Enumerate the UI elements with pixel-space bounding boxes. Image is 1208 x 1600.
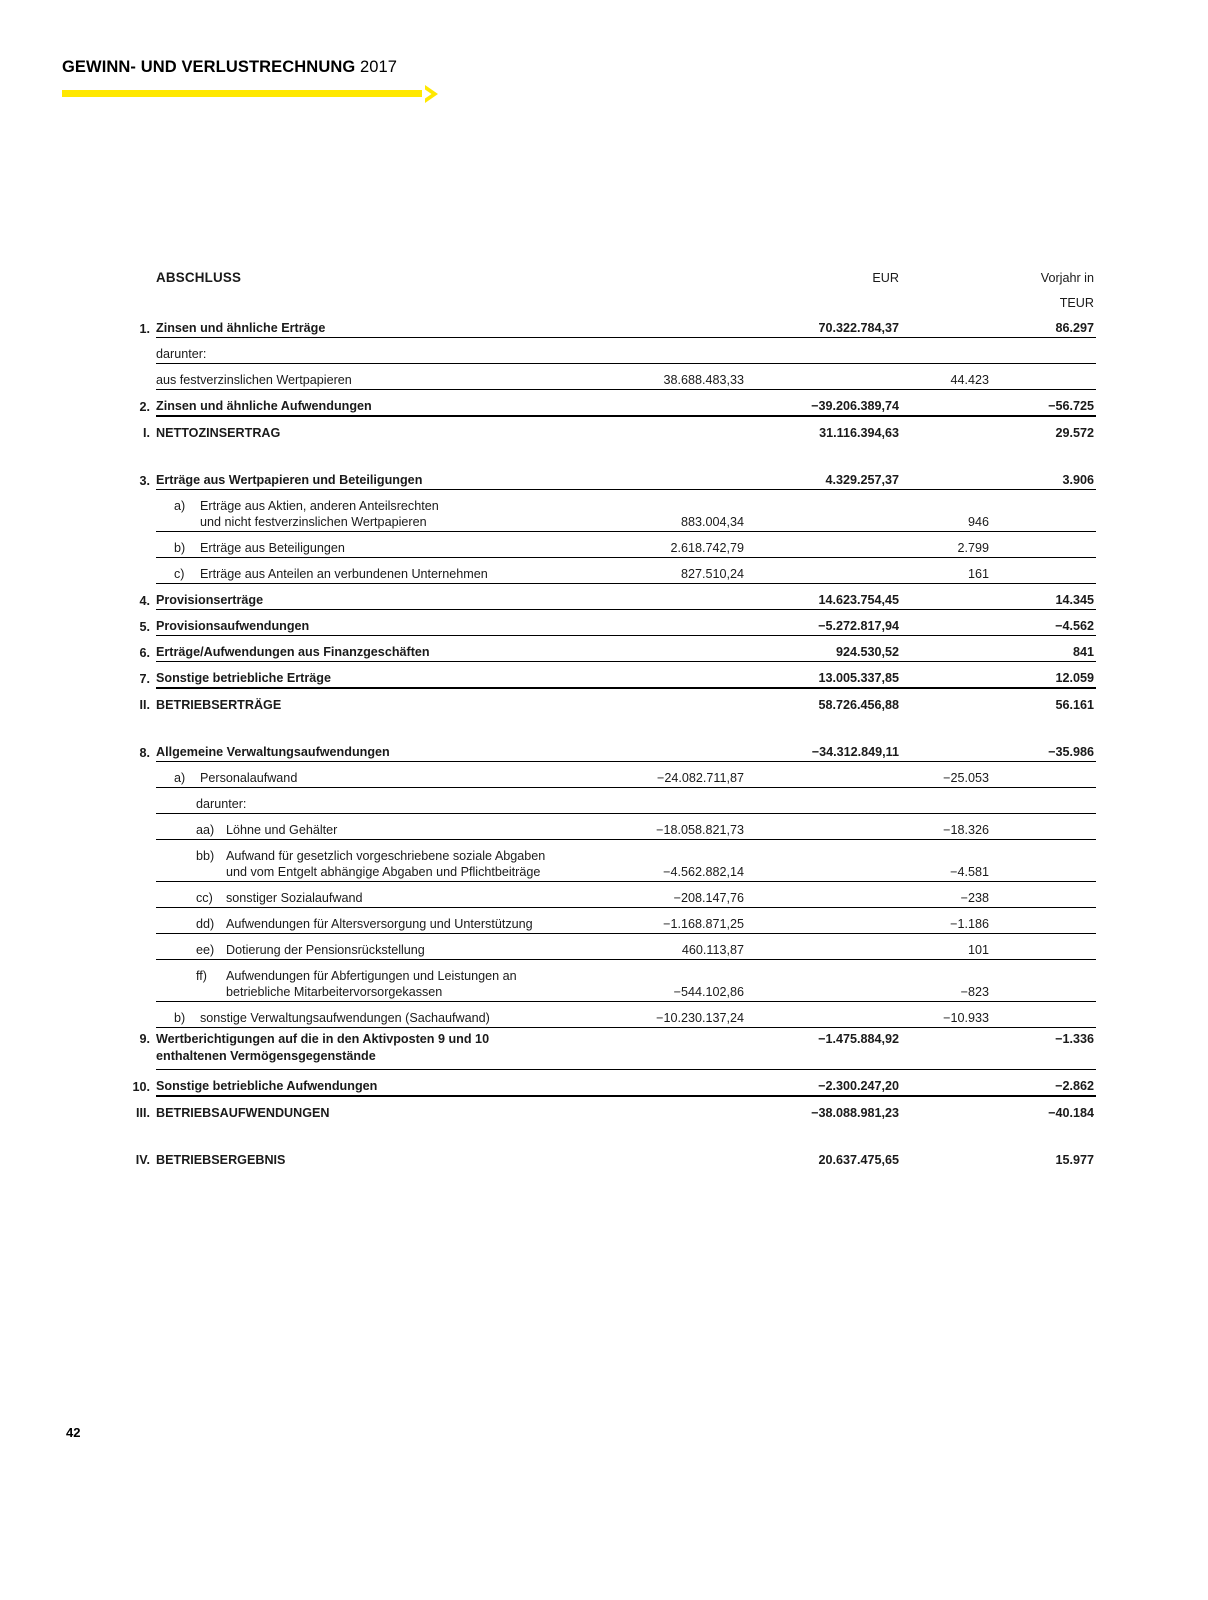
row-label-text: Erträge aus Beteiligungen [200,541,345,556]
table-row [130,908,1096,934]
table-row-subtotal [130,1096,1096,1122]
table-row [130,882,1096,908]
row-value-prev [991,908,1096,934]
row-value-col3 [901,1028,991,1070]
row-value-eur: −39.206.389,74 [746,390,901,417]
row-number [130,908,156,934]
row-label [156,814,596,840]
row-value-eur [746,908,901,934]
row-value-col3 [901,1070,991,1097]
row-value-prev [991,558,1096,584]
row-sub-marker: b) [174,1011,186,1026]
row-number: 5. [139,619,150,634]
row-number [130,490,156,532]
row-value-eur: 4.329.257,37 [746,464,901,490]
row-value-eur: −38.088.981,23 [811,1106,899,1121]
row-value-col1 [596,584,746,610]
row-value-prev: −4.562 [991,610,1096,636]
row-value-col1: 38.688.483,33 [596,364,746,390]
row-value-prev [991,1002,1096,1028]
row-value-col3 [901,662,991,689]
table-row [130,788,1096,814]
header2-col1-spacer [596,287,746,312]
row-label-line1: Aufwendungen für Abfertigungen und Leistungen an [226,968,517,983]
row-number: 7. [139,672,150,687]
row-value-col1 [596,312,746,338]
row-value-col3: 44.423 [901,364,991,390]
header-num-spacer [130,262,156,287]
row-number [130,788,156,814]
row-label [156,1028,596,1070]
row-number: 4. [139,593,150,608]
table-row [130,390,1096,417]
row-value-prev: 841 [991,636,1096,662]
row-label-text: Löhne und Gehälter [226,823,338,838]
gap-num [130,1122,156,1144]
table-row [130,1070,1096,1097]
gap-v3 [901,1122,991,1144]
row-value-prev: −35.986 [991,736,1096,762]
row-value-col1 [596,736,746,762]
header-col1-spacer [596,262,746,287]
row-value-col1 [596,1144,746,1169]
row-label-line2: betriebliche Mitarbeitervorsorgekassen [226,985,443,1000]
row-value-eur: 13.005.337,85 [746,662,901,689]
row-sub-marker: b) [174,541,186,556]
row-sub-marker: c) [174,567,185,582]
row-number [130,840,156,882]
row-sub-marker: cc) [196,891,213,906]
row-value-col3 [901,390,991,417]
row-value-col3: −1.186 [901,908,991,934]
row-value-prev: −2.862 [991,1070,1096,1097]
table-row-total [130,1144,1096,1169]
header2-label-spacer [156,287,596,312]
row-sub-marker: ff) [196,968,207,983]
row-label [156,558,596,584]
row-value-eur: −2.300.247,20 [746,1070,901,1097]
row-number: 10. [132,1080,150,1095]
row-value-prev [991,762,1096,788]
table-row [130,584,1096,610]
row-value-prev: 12.059 [991,662,1096,689]
row-value-prev [991,840,1096,882]
row-label: Zinsen und ähnliche Aufwendungen [156,390,596,417]
table-row [130,1028,1096,1070]
table-row [130,558,1096,584]
row-value-prev [991,490,1096,532]
row-value-col3: 2.799 [901,532,991,558]
row-value-eur: −1.475.884,92 [746,1028,901,1070]
row-value-col3 [901,1096,991,1122]
row-label: darunter: [156,338,596,364]
row-label: Allgemeine Verwaltungsaufwendungen [156,736,596,762]
row-sub-marker: a) [174,771,186,786]
row-label-text: Erträge aus Anteilen an verbundenen Unternehmen [200,567,488,582]
row-number [130,814,156,840]
row-value-col1: 460.113,87 [596,934,746,960]
page-title-year: 2017 [359,58,398,76]
row-value-col3 [901,464,991,490]
table-row [130,1002,1096,1028]
row-number: III. [136,1106,150,1121]
row-value-eur: 58.726.456,88 [818,698,899,713]
row-label-text: darunter: [196,797,247,812]
row-value-col3: −238 [901,882,991,908]
row-label-line2: enthaltenen Vermögensgegenstände [156,1048,376,1063]
row-label-text: sonstiger Sozialaufwand [226,891,363,906]
row-value-prev [991,788,1096,814]
row-label [156,788,596,814]
row-value-col1 [596,1096,746,1122]
row-label [156,532,596,558]
row-value-col1: −4.562.882,14 [596,840,746,882]
row-sub-marker: dd) [196,917,215,932]
section-gap [130,714,1096,736]
table-row [130,464,1096,490]
row-value-prev [991,338,1096,364]
row-label [156,490,596,532]
row-value-col1: 827.510,24 [596,558,746,584]
table-row [130,662,1096,689]
row-label: Sonstige betriebliche Aufwendungen [156,1070,596,1097]
row-label: BETRIEBSAUFWENDUNGEN [156,1106,330,1121]
header2-num-spacer [130,287,156,312]
row-value-col3: −4.581 [901,840,991,882]
row-label [156,960,596,1002]
table-row-subtotal [130,416,1096,442]
table-row [130,840,1096,882]
row-number [130,1002,156,1028]
row-value-col1: −1.168.871,25 [596,908,746,934]
row-value-col3: 101 [901,934,991,960]
row-number: 8. [139,745,150,760]
row-number [130,762,156,788]
row-label-text: Aufwendungen für Altersversorgung und Unterstützung [226,917,533,932]
table-row [130,338,1096,364]
row-label-line1: Wertberichtigungen auf die in den Aktivposten 9 und 10 [156,1032,490,1046]
row-value-prev: 15.977 [1055,1153,1094,1168]
row-number [130,882,156,908]
page-title-main: GEWINN- UND VERLUSTRECHNUNG [62,58,356,76]
gap-v1 [596,1122,746,1144]
row-value-col1: −24.082.711,87 [596,762,746,788]
table-row [130,636,1096,662]
row-value-col3 [901,788,991,814]
row-value-col1 [596,662,746,689]
row-value-col3: 161 [901,558,991,584]
row-value-prev [991,532,1096,558]
row-value-col3: −25.053 [901,762,991,788]
row-value-col3: −10.933 [901,1002,991,1028]
row-number [130,364,156,390]
row-value-col1 [596,688,746,714]
row-value-col1: 2.618.742,79 [596,532,746,558]
table-row [130,364,1096,390]
row-value-prev: −1.336 [991,1028,1096,1070]
column-header-eur: EUR [872,271,899,286]
row-value-eur: −34.312.849,11 [746,736,901,762]
row-label [156,882,596,908]
row-number: 6. [139,645,150,660]
row-label: Provisionserträge [156,584,596,610]
row-value-prev: 3.906 [991,464,1096,490]
row-value-col1 [596,610,746,636]
row-value-col1 [596,464,746,490]
row-value-col1 [596,1028,746,1070]
row-value-col1: −544.102,86 [596,960,746,1002]
row-value-eur: 31.116.394,63 [819,426,899,441]
gap-v2 [746,1122,901,1144]
row-value-col1 [596,788,746,814]
column-header-prev-line2: TEUR [1059,296,1094,311]
row-value-col3 [901,636,991,662]
row-value-col3 [901,416,991,442]
row-sub-marker: a) [174,498,186,513]
table-row [130,490,1096,532]
table-header-row [130,262,1096,287]
row-value-prev [991,814,1096,840]
row-value-col1 [596,390,746,417]
row-label [156,908,596,934]
row-value-eur [746,338,901,364]
row-label: BETRIEBSERGEBNIS [156,1153,286,1168]
header-accent-rule [62,90,422,97]
row-value-col3: −18.326 [901,814,991,840]
table-row [130,610,1096,636]
row-label-line2: und vom Entgelt abhängige Abgaben und Pflichtbeiträge [226,865,541,880]
row-number: 1. [139,321,150,336]
row-value-eur [746,558,901,584]
row-label-line1: Aufwand für gesetzlich vorgeschriebene soziale Abgaben [226,848,546,863]
row-label: Erträge aus Wertpapieren und Beteiligungen [156,464,596,490]
row-value-eur [746,532,901,558]
row-label [156,934,596,960]
row-value-eur: −5.272.817,94 [746,610,901,636]
statement-body [130,262,1096,1169]
gap-label [156,1122,596,1144]
row-label-line2: und nicht festverzinslichen Wertpapieren [200,515,427,530]
row-number [130,558,156,584]
row-value-eur [746,762,901,788]
row-sub-marker: aa) [196,823,215,838]
row-label-text: sonstige Verwaltungsaufwendungen (Sachaufwand) [200,1011,490,1026]
row-number: I. [143,426,150,441]
row-value-prev: 29.572 [1055,426,1094,441]
row-label-text: Personalaufwand [200,771,298,786]
row-value-eur: 70.322.784,37 [746,312,901,338]
row-value-prev: 56.161 [1055,698,1094,713]
row-value-col3 [901,610,991,636]
table-row [130,312,1096,338]
row-value-prev: 14.345 [991,584,1096,610]
row-number: 2. [139,400,150,415]
row-value-prev [991,960,1096,1002]
row-value-col1 [596,1070,746,1097]
row-label [156,1002,596,1028]
row-value-col3 [901,338,991,364]
row-label: BETRIEBSERTRÄGE [156,698,282,713]
section-gap-ruled [130,1122,1096,1144]
table-row [130,736,1096,762]
row-value-eur [746,840,901,882]
row-value-eur [746,934,901,960]
row-value-col1 [596,416,746,442]
table-row [130,762,1096,788]
row-label [156,840,596,882]
section-gap [130,442,1096,464]
row-value-prev [991,934,1096,960]
table-row [130,960,1096,1002]
row-value-col3 [901,312,991,338]
row-value-col1 [596,338,746,364]
row-value-eur [746,814,901,840]
row-value-col3: −823 [901,960,991,1002]
page-header [62,58,482,102]
row-label-line1: Erträge aus Aktien, anderen Anteilsrechten [200,498,439,513]
row-sub-marker: bb) [196,848,215,863]
page-title [62,58,482,77]
row-value-eur: 14.623.754,45 [746,584,901,610]
row-value-prev: −56.725 [991,390,1096,417]
header2-col3-spacer [901,287,991,312]
row-value-prev: −40.184 [1048,1106,1094,1121]
row-label [156,762,596,788]
row-value-eur [746,490,901,532]
table-row [130,532,1096,558]
page-number: 42 [66,1425,81,1440]
row-value-col1: 883.004,34 [596,490,746,532]
row-number: 9. [139,1031,150,1046]
row-value-col3 [901,1144,991,1169]
row-value-col1: −10.230.137,24 [596,1002,746,1028]
row-value-eur [746,364,901,390]
table-row [130,934,1096,960]
row-value-col1 [596,636,746,662]
row-value-col3 [901,688,991,714]
table-row-subtotal [130,688,1096,714]
row-label: Erträge/Aufwendungen aus Finanzgeschäften [156,636,596,662]
row-number: 3. [139,473,150,488]
row-value-eur [746,960,901,1002]
row-value-eur [746,1002,901,1028]
header-accent-rule-wrap [62,86,482,102]
arrow-right-icon [419,83,443,105]
row-value-col3: 946 [901,490,991,532]
table-header-row-2 [130,287,1096,312]
row-value-eur: 20.637.475,65 [818,1153,899,1168]
row-value-prev [991,364,1096,390]
column-header-abschluss: ABSCHLUSS [156,270,242,286]
row-number: II. [139,698,150,713]
row-number [130,960,156,1002]
row-number [130,338,156,364]
row-label: aus festverzinslichen Wertpapieren [156,364,596,390]
row-number [130,934,156,960]
row-number: IV. [135,1153,150,1168]
row-label: NETTOZINSERTRAG [156,426,281,441]
row-label: Provisionsaufwendungen [156,610,596,636]
row-number [130,532,156,558]
header2-col2-spacer [746,287,901,312]
row-value-prev: 86.297 [991,312,1096,338]
row-value-eur [746,788,901,814]
header-col3-spacer [901,262,991,287]
column-header-prev-line1: Vorjahr in [1040,271,1094,286]
profit-and-loss-table [130,262,1096,1169]
row-label: Zinsen und ähnliche Erträge [156,312,596,338]
row-value-col1: −208.147,76 [596,882,746,908]
row-value-prev [991,882,1096,908]
row-value-col1: −18.058.821,73 [596,814,746,840]
row-value-col3 [901,736,991,762]
table-row [130,814,1096,840]
row-label: Sonstige betriebliche Erträge [156,662,596,689]
row-value-eur: 924.530,52 [746,636,901,662]
row-sub-marker: ee) [196,943,215,958]
row-label-text: Dotierung der Pensionsrückstellung [226,943,425,958]
row-value-eur [746,882,901,908]
row-value-col3 [901,584,991,610]
gap-v4 [991,1122,1096,1144]
